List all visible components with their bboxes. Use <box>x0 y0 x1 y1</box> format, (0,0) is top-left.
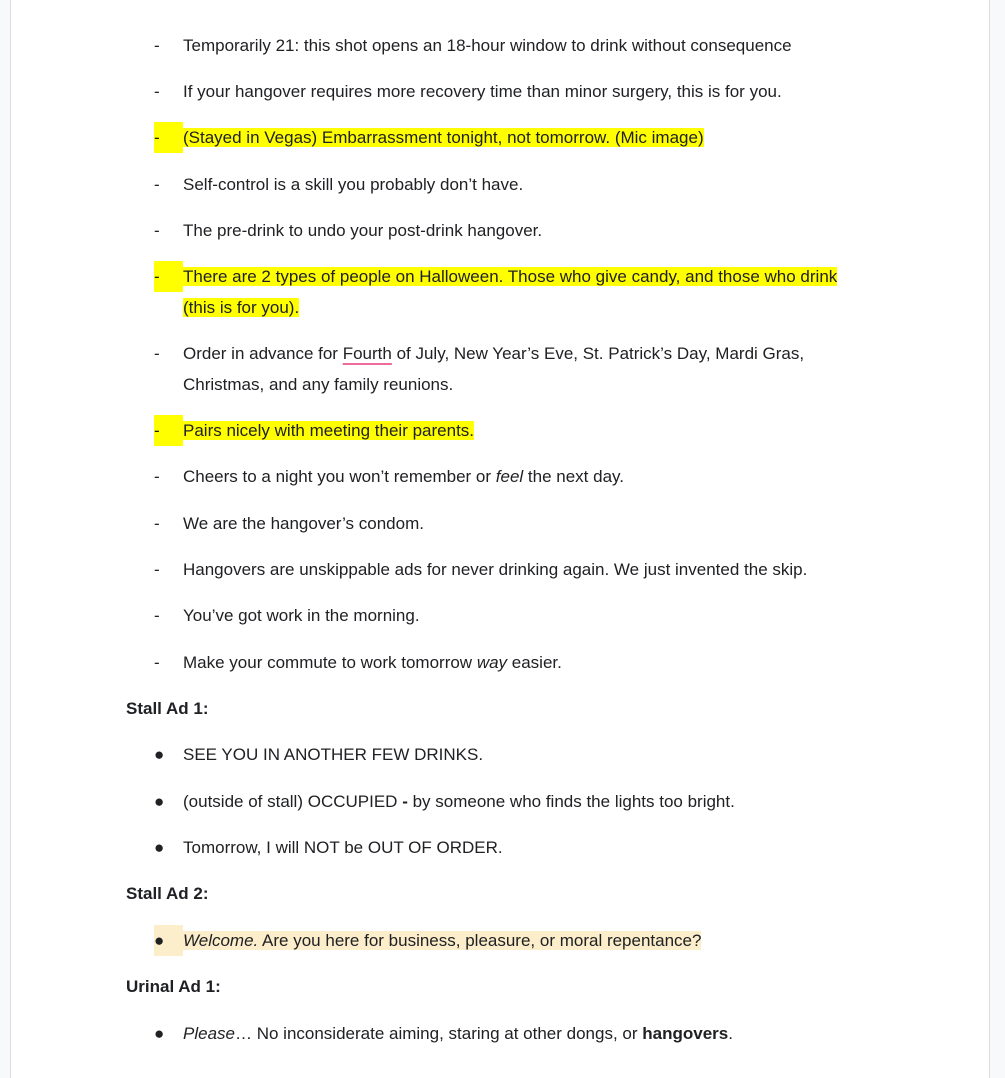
list-item-text: by someone who finds the lights too bright. <box>407 792 735 811</box>
dash-marker: - <box>154 514 160 533</box>
bullet-marker: ● <box>154 792 165 811</box>
bullet-marker: ● <box>154 1024 165 1043</box>
list-item-text: . <box>728 1024 733 1043</box>
list-item-text: Tomorrow, I will NOT be OUT OF ORDER. <box>183 838 503 857</box>
dash-marker: - <box>154 36 160 55</box>
list-item-text: Cheers to a night you won’t remember or <box>183 467 496 486</box>
list-item-text: Order in advance for <box>183 344 343 363</box>
dash-marker: - <box>154 82 160 101</box>
bold-text: hangovers <box>642 1024 729 1043</box>
section-heading: Urinal Ad 1: <box>126 977 221 996</box>
bullet-marker: ● <box>154 745 165 764</box>
bullet-marker: ● <box>154 838 165 857</box>
list-item-text: If your hangover requires more recovery time than minor surgery, this is for you. <box>183 82 782 101</box>
italic-text: feel <box>495 467 524 486</box>
italic-text: Welcome. <box>183 931 259 950</box>
section-heading: Stall Ad 1: <box>126 699 209 718</box>
list-item-text: (this is for you). <box>183 298 300 317</box>
dash-marker: - <box>154 344 160 363</box>
dash-marker: - <box>154 560 160 579</box>
list-item-text: Pairs nicely with meeting their parents. <box>183 421 475 440</box>
dash-marker: - <box>154 122 183 153</box>
list-item-text: easier. <box>507 653 562 672</box>
list-item-text: There are 2 types of people on Halloween. Those who give candy, and those who drink <box>183 267 838 286</box>
italic-text: way <box>476 653 508 672</box>
section-heading: Stall Ad 2: <box>126 884 209 903</box>
dash-marker: - <box>154 415 183 446</box>
list-item-text: Christmas, and any family reunions. <box>183 375 454 394</box>
list-item-text: Are you here for business, pleasure, or moral repentance? <box>258 931 702 950</box>
dash-marker: - <box>154 653 160 672</box>
spellcheck-word[interactable]: Fourth <box>342 344 392 363</box>
dash-marker: - <box>154 261 183 292</box>
list-item-text: … No inconsiderate aiming, staring at other dongs, or <box>234 1024 643 1043</box>
dash-marker: - <box>154 467 160 486</box>
list-item-text: the next day. <box>523 467 624 486</box>
italic-text: Please <box>183 1024 235 1043</box>
list-item-text: The pre-drink to undo your post-drink hangover. <box>183 221 543 240</box>
list-item-text: SEE YOU IN ANOTHER FEW DRINKS. <box>183 745 484 764</box>
dash-marker: - <box>154 606 160 625</box>
list-item-text: Temporarily 21: this shot opens an 18-hour window to drink without consequence <box>183 36 792 55</box>
dash-marker: - <box>154 221 160 240</box>
list-item-text: Self-control is a skill you probably don’t have. <box>183 175 524 194</box>
list-item-text: (outside of stall) OCCUPIED <box>183 792 403 811</box>
list-item-text: Make your commute to work tomorrow <box>183 653 477 672</box>
document-page <box>10 0 990 1078</box>
list-item-text: Hangovers are unskippable ads for never drinking again. We just invented the skip. <box>183 560 808 579</box>
list-item-text: (Stayed in Vegas) Embarrassment tonight, not tomorrow. (Mic image) <box>183 128 704 147</box>
bold-text: - <box>402 792 408 811</box>
list-item-text: We are the hangover’s condom. <box>183 514 424 533</box>
bullet-marker: ● <box>154 925 183 956</box>
list-item-text: of July, New Year’s Eve, St. Patrick’s Day, Mardi Gras, <box>391 344 805 363</box>
dash-marker: - <box>154 175 160 194</box>
list-item-text: You’ve got work in the morning. <box>183 606 420 625</box>
